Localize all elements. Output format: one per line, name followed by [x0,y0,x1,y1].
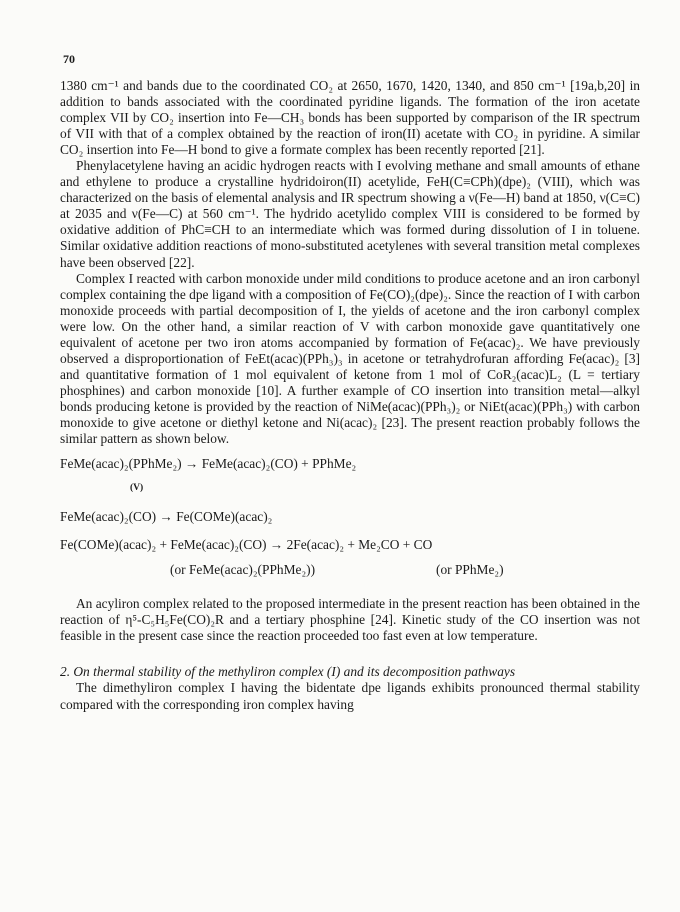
paragraph-carbon-monoxide: Complex I reacted with carbon monoxide under mild conditions to produce acetone and an iron carbonyl complex containing the dpe ligand with a composition of Fe(CO)₂(dpe)₂. Since the reaction of I with carbon monoxide proceeds with partial decomposition of I, the yields of acetone and the iron carbonyl complex were low. On the other hand, a similar reaction of V with carbon monoxide gave quantitatively one equivalent of acetone per two iron atoms accompanied by formation of Fe(acac)₂. We have previously observed a disproportionation of FeEt(acac)(PPh₃)₃ in acetone or tetrahydrofuran affording Fe(acac)₂ [3] and quantitative formation of 1 mol equivalent of ketone from 1 mol of CoR₂(acac)L₂ (L = tertiary phosphines) and carbon monoxide [10]. A further example of CO insertion into transition metal—alkyl bonds producing ketone is provided by the reaction of NiMe(acac)(PPh₃)₂ or NiEt(acac)(PPh₃) with carbon monoxide to give acetone or diethyl ketone and Ni(acac)₂ [23]. The present reaction probably follows the similar pattern as shown below. [60,270,640,447]
equation-1-label: (V) [130,483,144,494]
equation-3-alt-b: (or PPhMe₂) [436,562,504,578]
paragraph-co2-insertion: 1380 cm⁻¹ and bands due to the coordinated CO₂ at 2650, 1670, 1420, 1340, and 850 cm⁻¹ [19a,b,20] in addition to bands associated with the coordinated pyridine ligands. The formation of the iron acetate complex VII by CO₂ insertion into Fe—CH₃ bonds has been supported by comparison of the IR spectrum of VII with that of a complex obtained by the reaction of iron(II) acetate with CO₂ in pyridine. A similar CO₂ insertion into Fe—H bond to give a formate complex has been recently reported [21]. [60,78,640,158]
section-heading: 2. On thermal stability of the methyliron complex (I) and its decomposition pathways [60,664,516,680]
equation-3-alt-a: (or FeMe(acac)₂(PPhMe₂)) [170,562,316,578]
paragraph-acyliron: An acyliron complex related to the proposed intermediate in the present reaction has been obtained in the reaction of η⁵-C₅H₅Fe(CO)₂R and a tertiary phosphine [24]. Kinetic study of the CO insertion was not feasible in the present case since the reaction proceeded too fast even at low temperature. [60,596,640,644]
article-body [60,78,640,713]
page-number: 70 [63,52,75,66]
paragraph-thermal-stability: The dimethyliron complex I having the bidentate dpe ligands exhibits pronounced thermal stability compared with the corresponding iron complex having [60,680,640,712]
equation-3-alternatives [60,562,640,580]
equation-2: FeMe(acac)₂(CO) → Fe(COMe)(acac)₂ [60,509,273,525]
equation-3: Fe(COMe)(acac)₂ + FeMe(acac)₂(CO) → 2Fe(acac)₂ + Me₂CO + CO [60,537,433,553]
equation-1: FeMe(acac)₂(PPhMe₂) → FeMe(acac)₂(CO) + PPhMe₂ [60,456,357,472]
paragraph-phenylacetylene: Phenylacetylene having an acidic hydrogen reacts with I evolving methane and small amounts of ethane and ethylene to produce a crystalline hydridoiron(II) acetylide, FeH(C≡CPh)(dpe)₂ (VIII), which was characterized on the basis of elemental analysis and IR spectrum showing a ν(Fe—H) band at 1850, ν(C≡C) at 2035 and ν(Fe—C) at 560 cm⁻¹. The hydrido acetylido complex VIII is considered to be formed by oxidative addition of PhC≡CH to an intermediate which was formed during dissolution of I in toluene. Similar oxidative addition reactions of mono-substituted acetylenes with several transition metal complexes have been observed [22]. [60,158,640,270]
